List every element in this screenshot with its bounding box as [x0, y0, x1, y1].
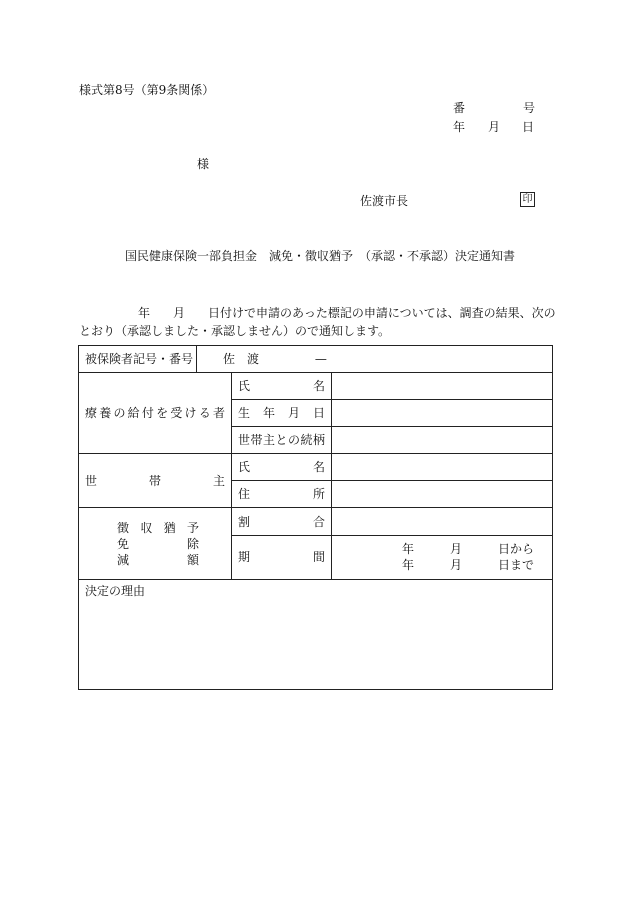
- recipient-relation-label: 世帯主との続柄: [232, 427, 332, 454]
- seal-mark: 印: [520, 192, 535, 207]
- body-year: 年: [138, 306, 151, 320]
- ratio-row: [79, 508, 553, 535]
- insured-value: [197, 346, 553, 373]
- insured-label: 被保険者記号・番号: [79, 346, 197, 373]
- type-deferral: 徴収猶予: [117, 520, 199, 535]
- reason-label: 決定の理由: [85, 583, 146, 598]
- application-table: [78, 345, 553, 690]
- form-number: 様式第8号（第9条関係）: [79, 83, 215, 97]
- type-exemption: 免除: [117, 536, 199, 551]
- recipient-name-value: [332, 373, 553, 400]
- insured-prefix: 佐 渡: [223, 352, 260, 367]
- recipient-dob-value: [332, 400, 553, 427]
- body-line-1: 日付けで申請のあった標記の申請については、調査の結果、次の: [208, 306, 556, 320]
- decision-type-cell: [79, 508, 232, 579]
- householder-name-label: 氏名: [232, 454, 332, 481]
- period-value: [332, 535, 553, 579]
- householder-address-value: [332, 481, 553, 508]
- number-label-ban: 番: [453, 101, 466, 115]
- recipient-label: 療養の給付を受ける者: [79, 373, 232, 454]
- date-month: 月: [488, 120, 501, 134]
- reason-row: [79, 579, 553, 689]
- addressee-suffix: 様: [197, 157, 210, 171]
- date-year: 年: [453, 120, 466, 134]
- householder-address-label: 住所: [232, 481, 332, 508]
- body-month: 月: [173, 306, 186, 320]
- insured-dash: —: [314, 352, 327, 367]
- householder-row-name: [79, 454, 553, 481]
- insured-row: [79, 346, 553, 373]
- issuer-name: 佐渡市長: [360, 194, 409, 208]
- recipient-relation-value: [332, 427, 553, 454]
- document-title: 国民健康保険一部負担金 減免・徴収猶予 （承認・不承認）決定通知書: [125, 249, 516, 263]
- recipient-row-name: [79, 373, 553, 400]
- reason-cell: [79, 579, 553, 689]
- ratio-value: [332, 508, 553, 535]
- period-to: 年 月 日まで: [402, 558, 535, 573]
- number-label-go: 号: [523, 101, 536, 115]
- recipient-dob-label: 生年月日: [232, 400, 332, 427]
- recipient-name-label: 氏名: [232, 373, 332, 400]
- householder-label: 世帯主: [79, 454, 232, 508]
- period-from: 年 月 日から: [402, 542, 535, 557]
- ratio-label: 割合: [232, 508, 332, 535]
- householder-name-value: [332, 454, 553, 481]
- period-label: 期間: [232, 535, 332, 579]
- type-reduction: 減額: [117, 552, 199, 567]
- body-line-2: とおり（承認しました・承認しません）ので通知します。: [79, 324, 391, 338]
- date-day: 日: [522, 120, 535, 134]
